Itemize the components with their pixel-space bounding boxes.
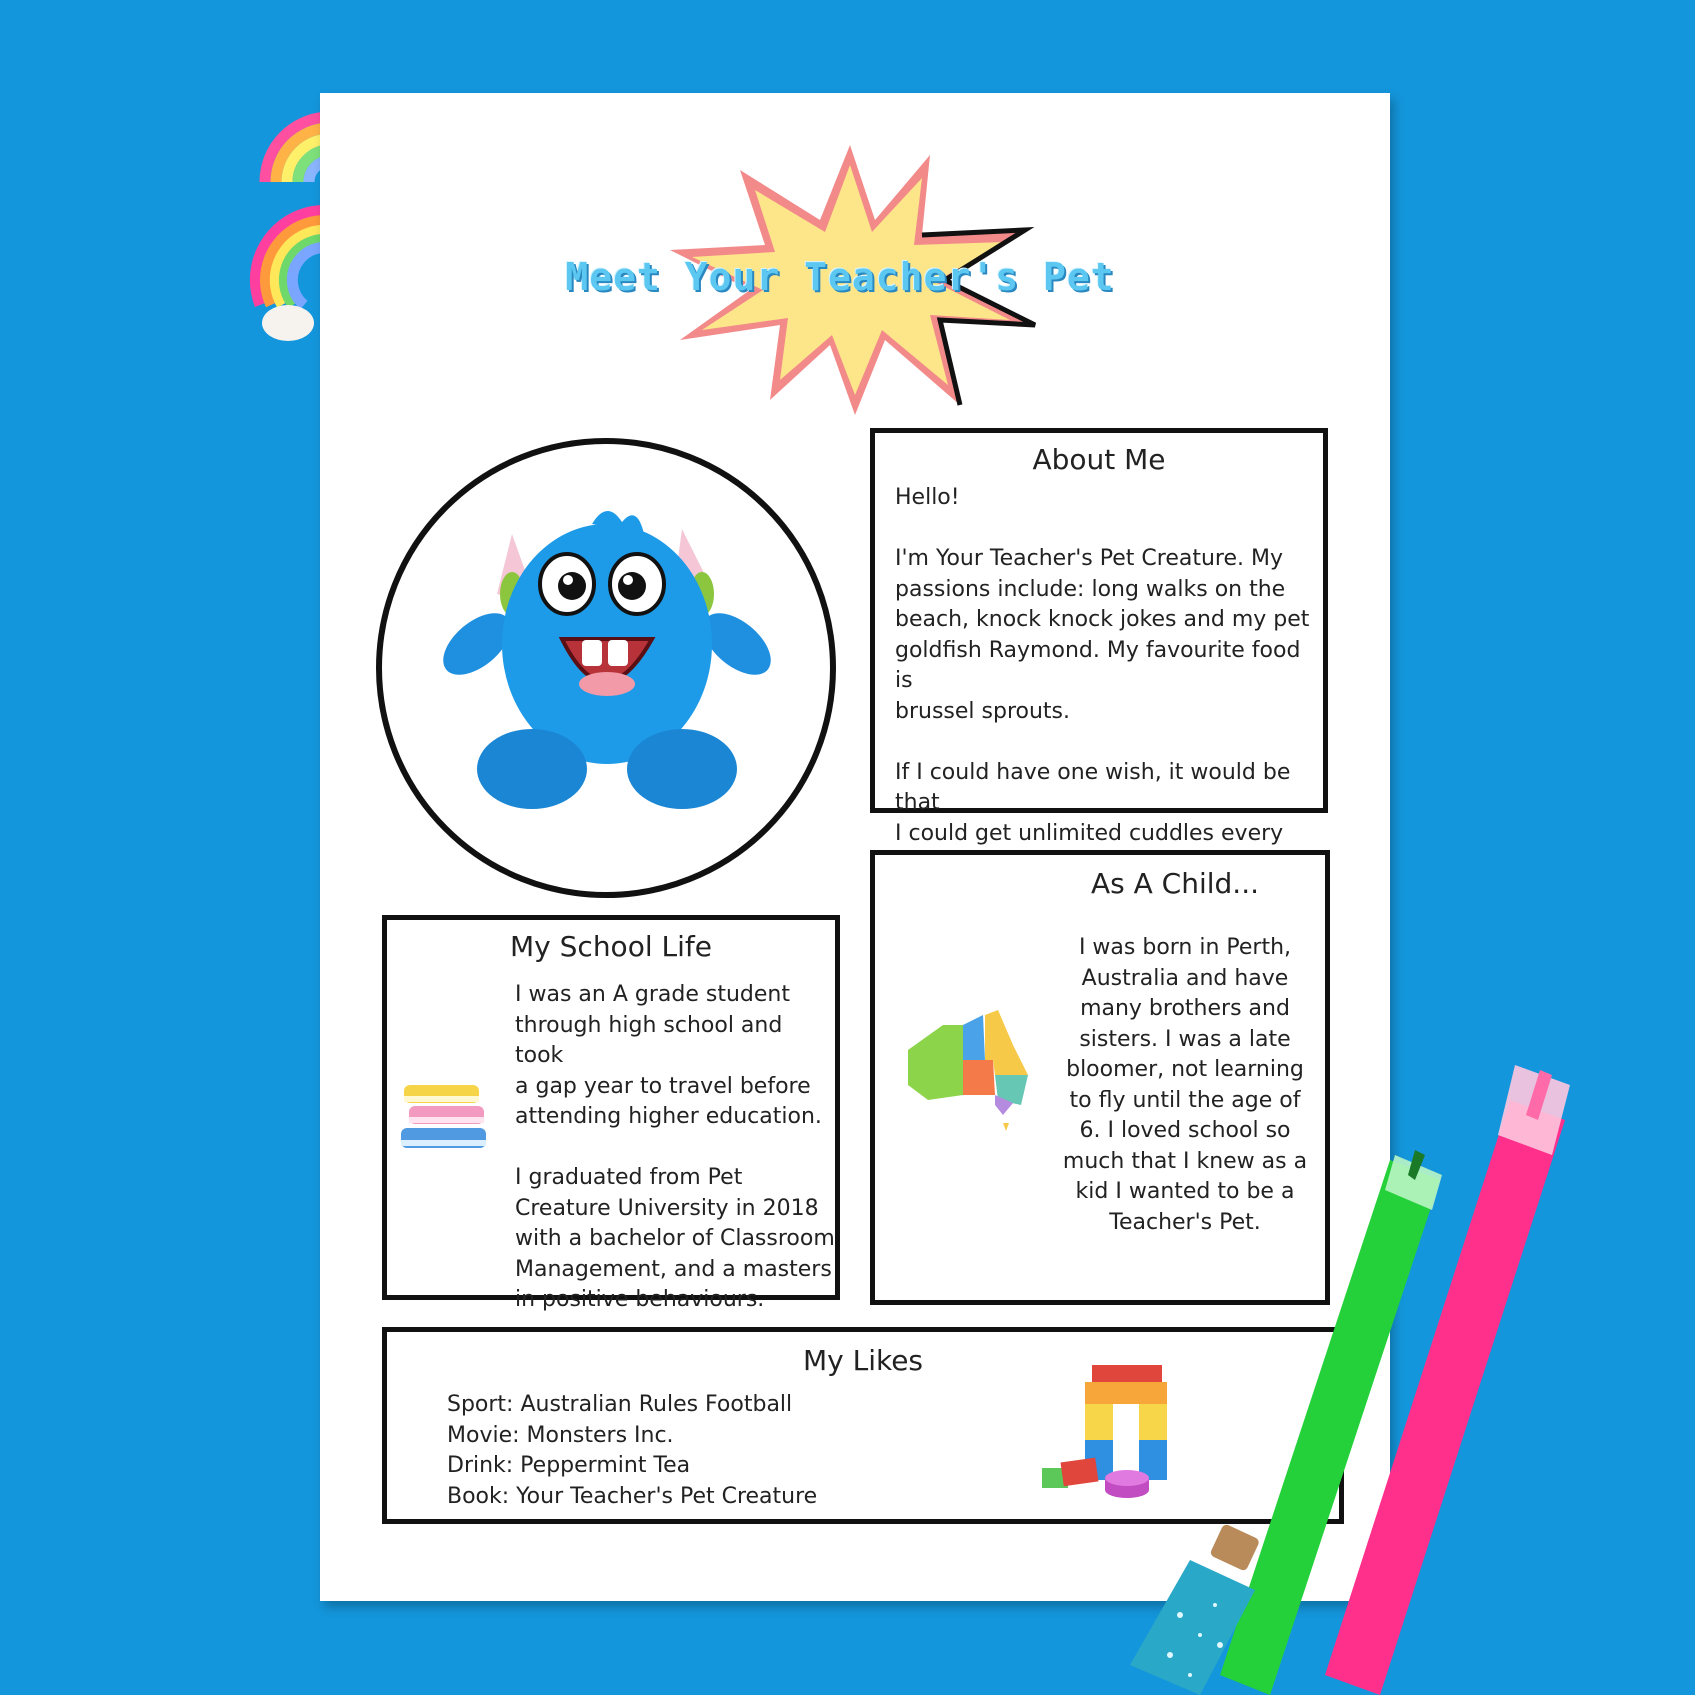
about-me-text: Hello! I'm Your Teacher's Pet Creature. My passions include: long walks on the beach, knock knock jokes and my pet goldfish Raymond. My favourite food is brussel sprouts. If I could have one wish, it would be that I could get unlimited cuddles every: [895, 485, 1310, 846]
my-likes-heading: My Likes: [802, 1344, 924, 1377]
creature-photo-frame: [376, 438, 836, 898]
like-book: Book: Your Teacher's Pet Creature: [447, 1483, 818, 1509]
like-sport: Sport: Australian Rules Football: [447, 1392, 793, 1417]
school-life-card: [382, 915, 840, 1312]
building-blocks-icon: [1037, 1360, 1177, 1500]
like-drink: Drink: Peppermint Tea: [447, 1453, 691, 1478]
as-a-child-heading: As A Child...: [1090, 867, 1260, 900]
glitter-bottle: [1120, 1525, 1280, 1695]
pink-marker: [1290, 1060, 1590, 1695]
school-life-heading: My School Life: [510, 930, 712, 963]
like-movie: Movie: Monsters Inc.: [447, 1422, 674, 1448]
my-likes-card: [382, 1327, 1344, 1524]
school-life-text: I was an A grade student through high school and took a gap year to travel before attending higher education. I graduated from Pet Creature University in 2018 with a bachelor of Classroom Management, and a masters in positive behaviours.: [515, 982, 835, 1312]
likes-list: [447, 1390, 817, 1512]
page-title: Meet Your Teacher's Pet: [565, 255, 1115, 299]
australia-map-icon: [903, 1005, 1038, 1135]
as-a-child-text: I was born in Perth, Australia and have many brothers and sisters. I was a late bloomer, not learning to fly until the age of 6. I loved school so much that I knew as a kid I wanted to be a Teacher's Pet.: [1062, 935, 1308, 1235]
about-me-card: [870, 428, 1328, 846]
about-me-heading: About Me: [1032, 443, 1166, 476]
blue-monster-plush: [382, 444, 830, 892]
books-icon: [399, 1080, 494, 1155]
